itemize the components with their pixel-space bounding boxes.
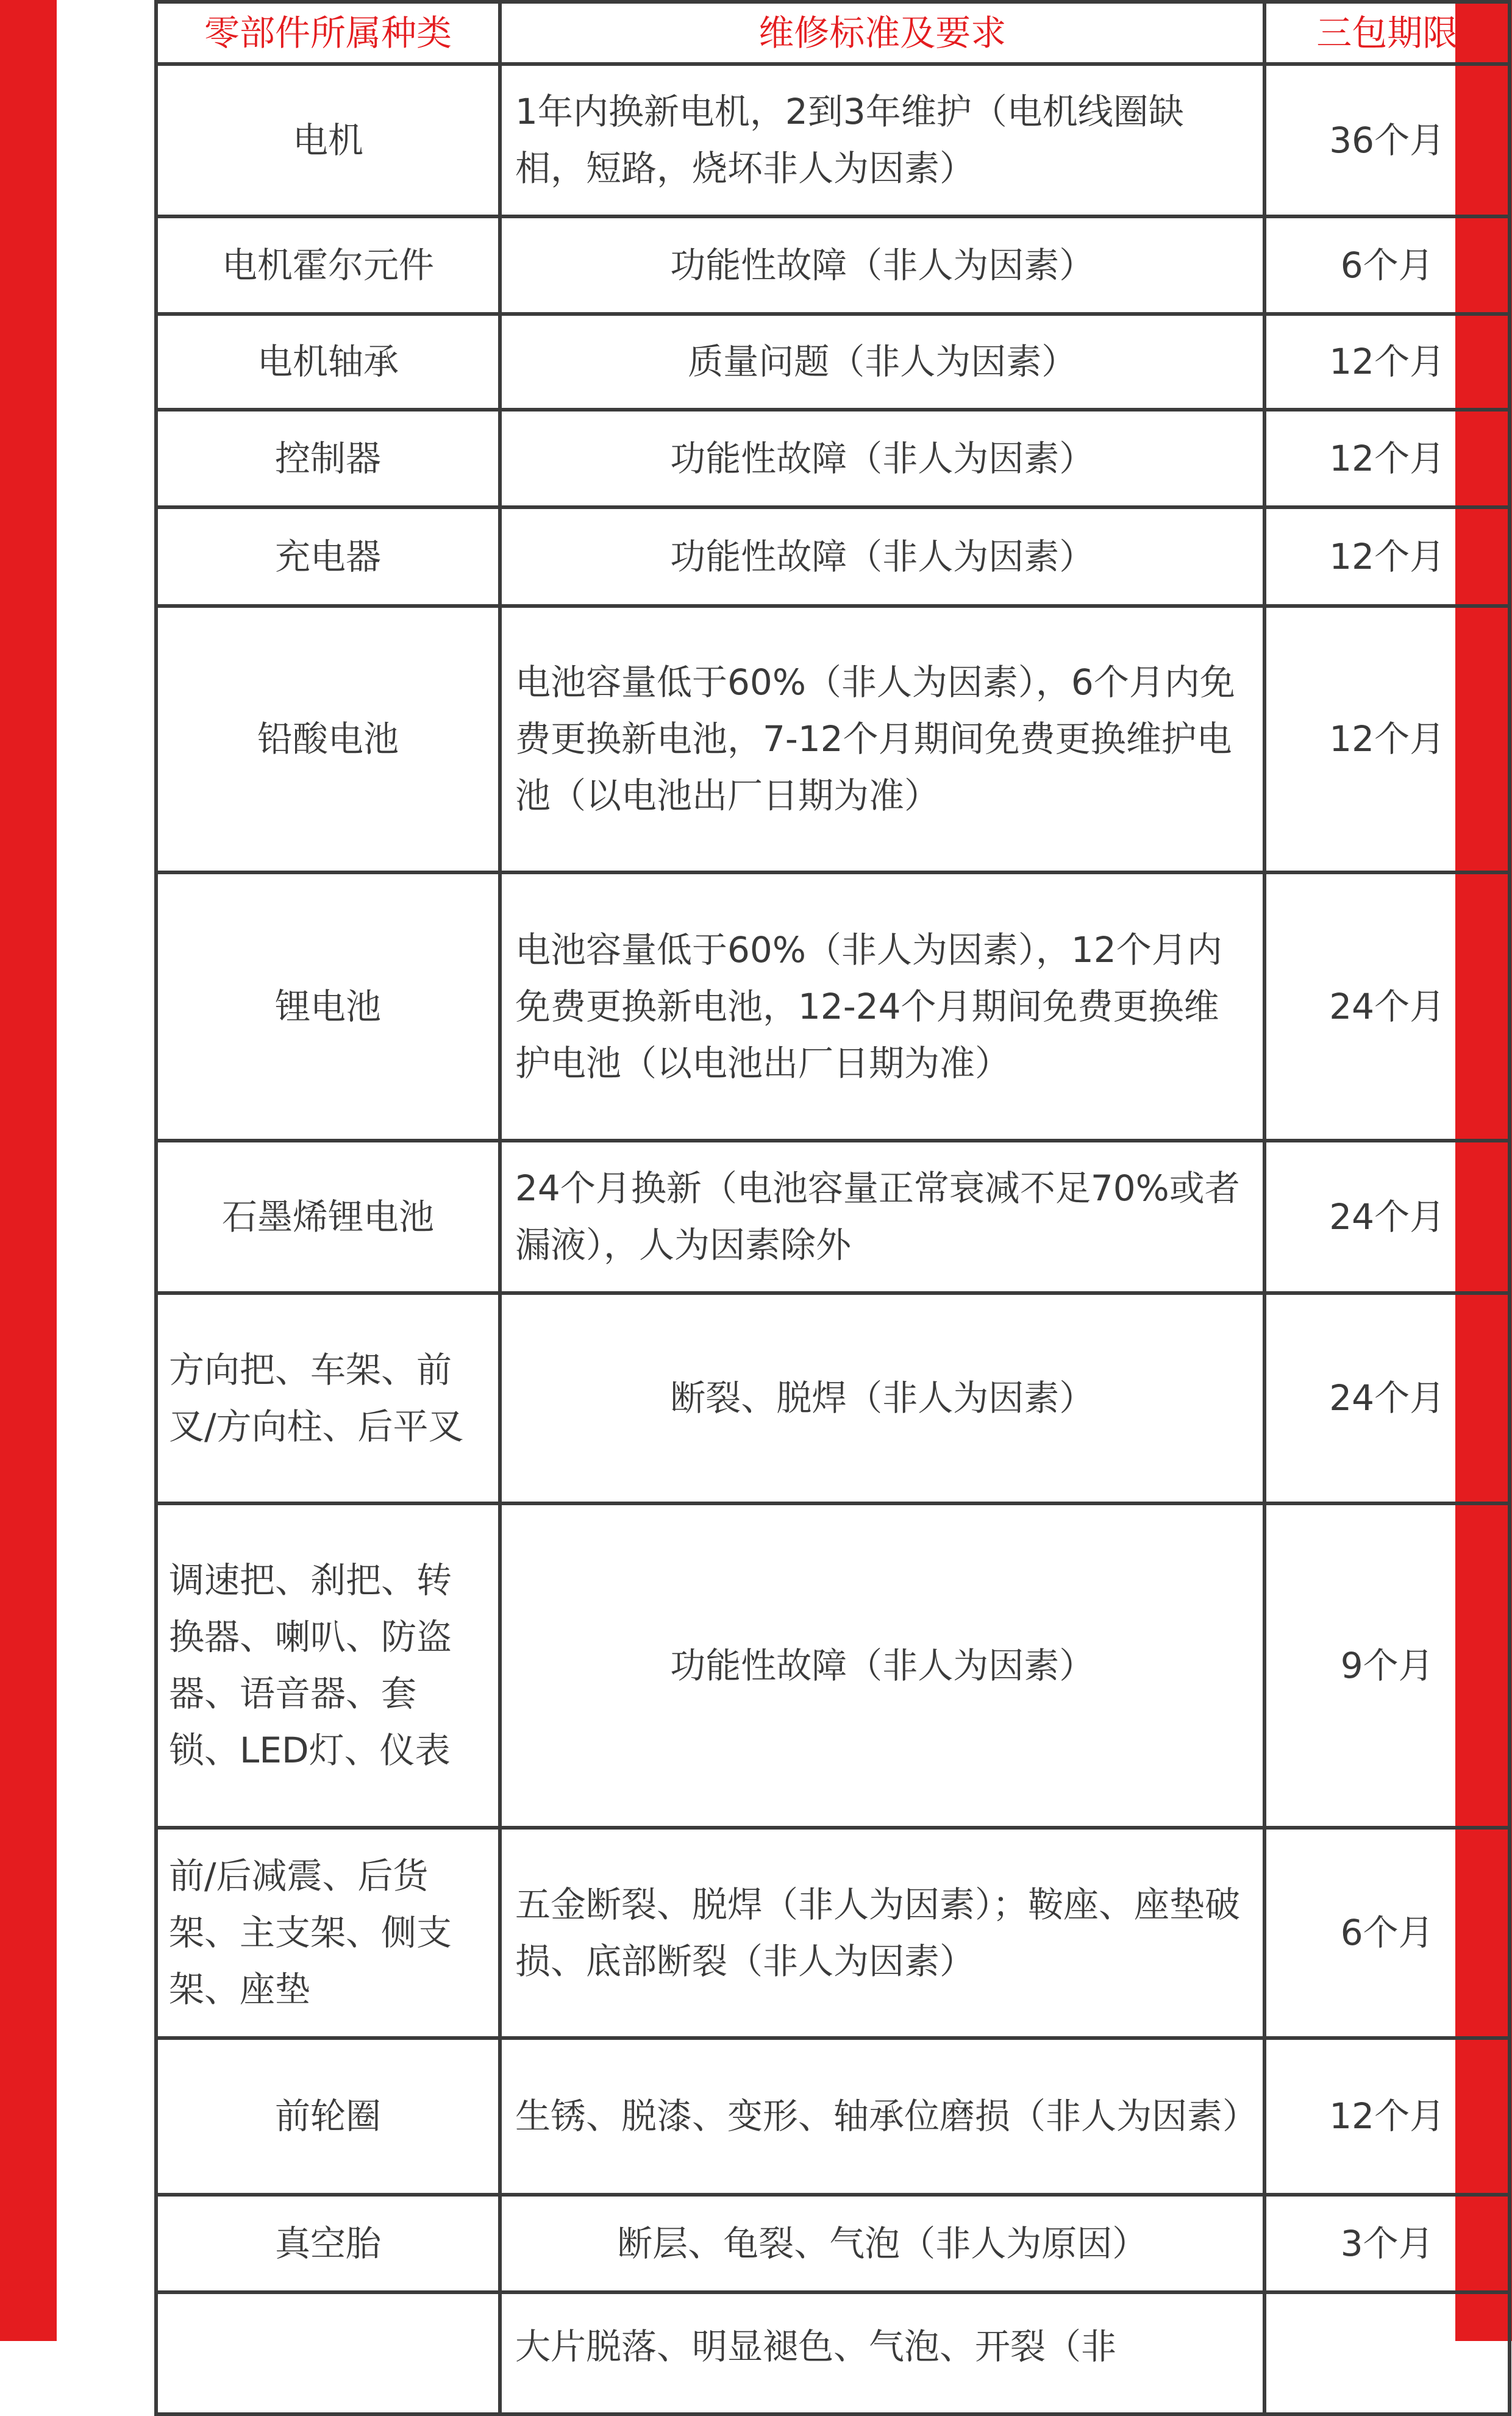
table-header-row (156, 2, 1510, 64)
cell-period: 6个月 (1264, 1828, 1510, 2038)
table-row (156, 2038, 1510, 2195)
cell-part: 铅酸电池 (156, 606, 500, 872)
cell-standard: 功能性故障（非人为因素） (500, 507, 1264, 606)
cell-period: 9个月 (1264, 1503, 1510, 1828)
cell-standard: 质量问题（非人为因素） (500, 314, 1264, 410)
left-red-border (0, 0, 57, 2341)
cell-standard: 生锈、脱漆、变形、轴承位磨损（非人为因素） (500, 2038, 1264, 2195)
cell-standard: 电池容量低于60%（非人为因素），12个月内免费更换新电池，12-24个月期间免费更换维护电池（以电池出厂日期为准） (500, 872, 1264, 1141)
cell-period: 6个月 (1264, 216, 1510, 314)
table-row (156, 872, 1510, 1141)
cell-part: 调速把、刹把、转换器、喇叭、防盗器、语音器、套锁、LED灯、仪表 (156, 1503, 500, 1828)
cell-part: 真空胎 (156, 2195, 500, 2292)
cell-part: 电机轴承 (156, 314, 500, 410)
cell-period: 12个月 (1264, 507, 1510, 606)
table-row (156, 606, 1510, 872)
cell-period: 3个月 (1264, 2195, 1510, 2292)
header-period: 三包期限 (1264, 2, 1510, 64)
table-row (156, 216, 1510, 314)
cell-standard: 功能性故障（非人为因素） (500, 216, 1264, 314)
cell-standard: 电池容量低于60%（非人为因素），6个月内免费更换新电池，7-12个月期间免费更换维护电池（以电池出厂日期为准） (500, 606, 1264, 872)
cell-period: 12个月 (1264, 314, 1510, 410)
header-part: 零部件所属种类 (156, 2, 500, 64)
cell-period: 12个月 (1264, 606, 1510, 872)
cell-period: 36个月 (1264, 64, 1510, 216)
table-row (156, 507, 1510, 606)
cell-period (1264, 2292, 1510, 2414)
cell-standard: 1年内换新电机，2到3年维护（电机线圈缺相，短路，烧坏非人为因素） (500, 64, 1264, 216)
cell-standard: 24个月换新（电池容量正常衰减不足70%或者漏液），人为因素除外 (500, 1141, 1264, 1293)
cell-part: 控制器 (156, 410, 500, 507)
cell-period: 12个月 (1264, 410, 1510, 507)
table-row (156, 314, 1510, 410)
cell-part: 前轮圈 (156, 2038, 500, 2195)
cell-standard: 功能性故障（非人为因素） (500, 410, 1264, 507)
cell-period: 24个月 (1264, 872, 1510, 1141)
table-row (156, 1503, 1510, 1828)
table-row (156, 64, 1510, 216)
table-row (156, 2292, 1510, 2414)
table-row (156, 1828, 1510, 2038)
cell-part: 方向把、车架、前叉/方向柱、后平叉 (156, 1293, 500, 1503)
table-row (156, 1293, 1510, 1503)
cell-part: 锂电池 (156, 872, 500, 1141)
table-row (156, 2195, 1510, 2292)
cell-part: 电机 (156, 64, 500, 216)
cell-standard: 断层、龟裂、气泡（非人为原因） (500, 2195, 1264, 2292)
cell-part: 石墨烯锂电池 (156, 1141, 500, 1293)
cell-period: 24个月 (1264, 1141, 1510, 1293)
header-standard: 维修标准及要求 (500, 2, 1264, 64)
cell-part: 充电器 (156, 507, 500, 606)
cell-part (156, 2292, 500, 2414)
cell-standard: 大片脱落、明显褪色、气泡、开裂（非 (500, 2292, 1264, 2414)
cell-standard: 五金断裂、脱焊（非人为因素）；鞍座、座垫破损、底部断裂（非人为因素） (500, 1828, 1264, 2038)
table-row (156, 410, 1510, 507)
cell-period: 24个月 (1264, 1293, 1510, 1503)
cell-period: 12个月 (1264, 2038, 1510, 2195)
cell-part: 前/后减震、后货架、主支架、侧支架、座垫 (156, 1828, 500, 2038)
cell-standard: 功能性故障（非人为因素） (500, 1503, 1264, 1828)
table-row (156, 1141, 1510, 1293)
cell-standard: 断裂、脱焊（非人为因素） (500, 1293, 1264, 1503)
warranty-table (154, 0, 1511, 2416)
cell-part: 电机霍尔元件 (156, 216, 500, 314)
